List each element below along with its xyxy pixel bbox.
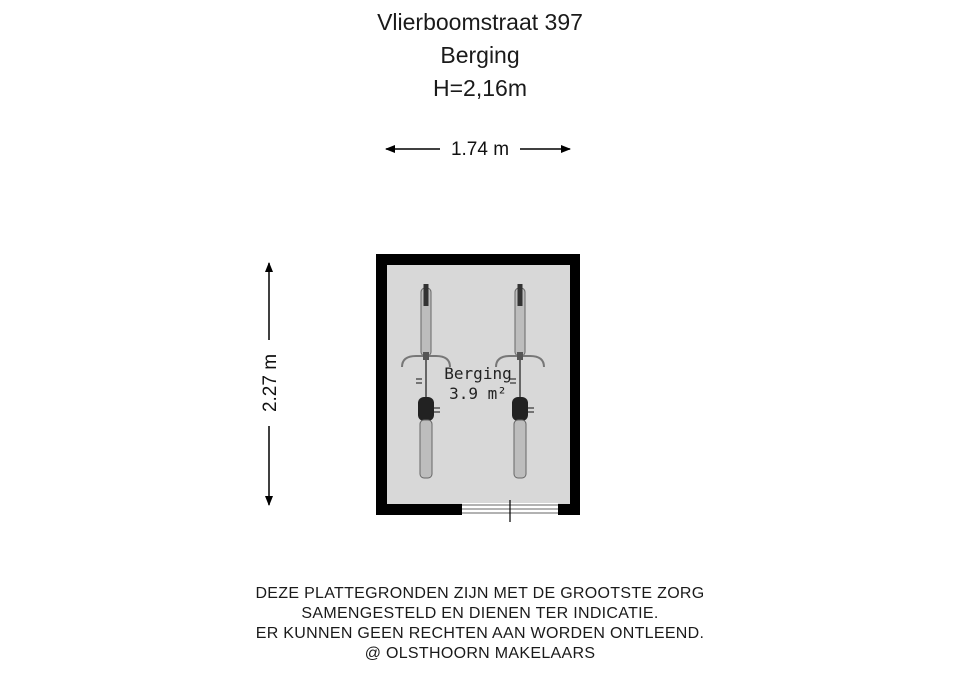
disclaimer-line: ER KUNNEN GEEN RECHTEN AAN WORDEN ONTLEEND. bbox=[255, 625, 705, 642]
room-label-area: 3.9 m² bbox=[449, 384, 507, 403]
width-dimension-label: 1.74 m bbox=[440, 139, 520, 161]
depth-dimension-label: 2.27 m bbox=[259, 340, 283, 426]
room-name-title: Berging bbox=[440, 42, 520, 68]
door-opening bbox=[462, 500, 558, 522]
ceiling-height: H=2,16m bbox=[433, 75, 527, 101]
disclaimer bbox=[0, 584, 960, 664]
address-title: Vlierboomstraat 397 bbox=[377, 9, 583, 35]
room-label bbox=[418, 364, 538, 404]
disclaimer-line: SAMENGESTELD EN DIENEN TER INDICATIE. bbox=[301, 605, 659, 622]
disclaimer-line: DEZE PLATTEGRONDEN ZIJN MET DE GROOTSTE ZORG bbox=[255, 585, 705, 602]
room-label-name: Berging bbox=[444, 364, 512, 383]
disclaimer-line: @ OLSTHOORN MAKELAARS bbox=[364, 645, 596, 662]
